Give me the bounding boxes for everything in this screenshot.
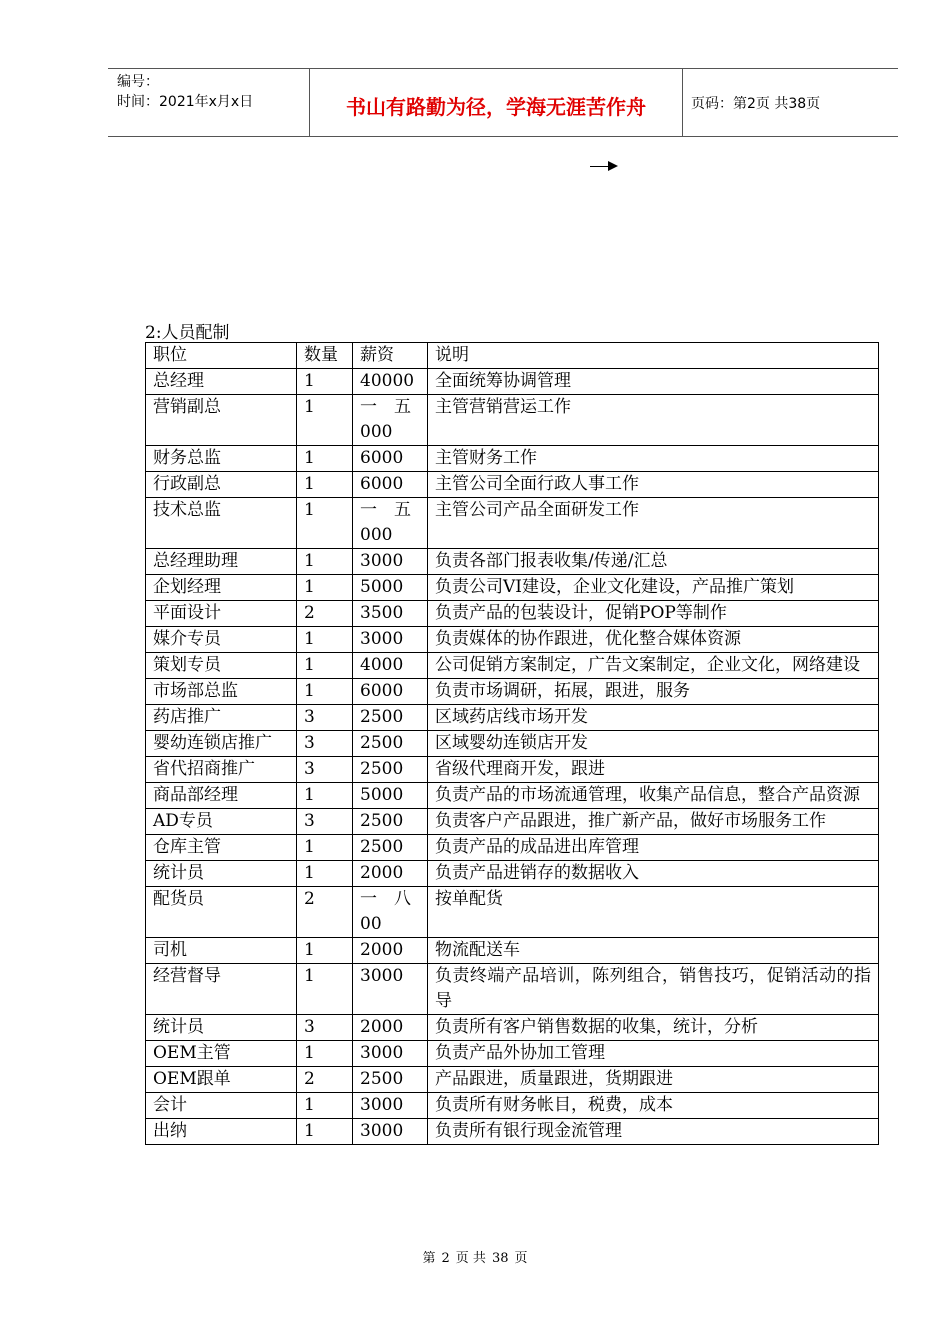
cell-position: 经营督导 <box>146 964 297 1015</box>
cell-count: 1 <box>297 653 353 679</box>
cell-salary: 3000 <box>353 627 428 653</box>
cell-description: 主管财务工作 <box>428 446 879 472</box>
table-row <box>146 446 879 472</box>
table-header-row <box>146 343 879 369</box>
cell-description: 负责公司VI建设，企业文化建设，产品推广策划 <box>428 575 879 601</box>
cell-count: 1 <box>297 783 353 809</box>
table-row <box>146 861 879 887</box>
cell-salary: 6000 <box>353 472 428 498</box>
number-label: 编号： <box>117 74 159 90</box>
cell-count: 1 <box>297 627 353 653</box>
cell-salary: 2500 <box>353 835 428 861</box>
table-row <box>146 887 879 938</box>
cell-description: 主管公司全面行政人事工作 <box>428 472 879 498</box>
header-count: 数量 <box>297 343 353 369</box>
cell-description: 负责产品的成品进出库管理 <box>428 835 879 861</box>
cell-position: OEM主管 <box>146 1041 297 1067</box>
cell-description: 主管营销营运工作 <box>428 395 879 446</box>
cell-position: 策划专员 <box>146 653 297 679</box>
cell-description: 负责媒体的协作跟进，优化整合媒体资源 <box>428 627 879 653</box>
table-row <box>146 783 879 809</box>
cell-salary: 一 八00 <box>353 887 428 938</box>
cell-position: 总经理 <box>146 369 297 395</box>
cell-position: 技术总监 <box>146 498 297 549</box>
cell-position: 媒介专员 <box>146 627 297 653</box>
cell-position: 药店推广 <box>146 705 297 731</box>
table-row <box>146 395 879 446</box>
cell-count: 1 <box>297 964 353 1015</box>
cell-salary: 6000 <box>353 679 428 705</box>
cell-description: 负责所有财务帐目，税费，成本 <box>428 1093 879 1119</box>
header-page-label: 页码：第2页 共38页 <box>691 96 821 112</box>
cell-count: 1 <box>297 1093 353 1119</box>
cell-position: 出纳 <box>146 1119 297 1145</box>
table-row <box>146 498 879 549</box>
cell-count: 1 <box>297 395 353 446</box>
cell-description: 负责终端产品培训，陈列组合，销售技巧，促销活动的指导 <box>428 964 879 1015</box>
cell-position: 婴幼连锁店推广 <box>146 731 297 757</box>
cell-position: 企划经理 <box>146 575 297 601</box>
table-row <box>146 835 879 861</box>
cell-description: 负责产品外协加工管理 <box>428 1041 879 1067</box>
cell-description: 负责产品进销存的数据收入 <box>428 861 879 887</box>
footer-page: 2 <box>441 1251 450 1266</box>
cell-description: 负责客户产品跟进，推广新产品，做好市场服务工作 <box>428 809 879 835</box>
cell-count: 1 <box>297 575 353 601</box>
cell-count: 1 <box>297 1041 353 1067</box>
cell-description: 负责各部门报表收集/传递/汇总 <box>428 549 879 575</box>
cell-description: 负责产品的包装设计，促销POP等制作 <box>428 601 879 627</box>
cell-description: 按单配货 <box>428 887 879 938</box>
table-row <box>146 1015 879 1041</box>
cell-description: 区域药店线市场开发 <box>428 705 879 731</box>
cell-count: 2 <box>297 601 353 627</box>
cell-salary: 3000 <box>353 964 428 1015</box>
cell-position: 省代招商推广 <box>146 757 297 783</box>
cell-position: 总经理助理 <box>146 549 297 575</box>
table-row <box>146 472 879 498</box>
table-row <box>146 964 879 1015</box>
staffing-table <box>145 342 879 1145</box>
cell-description: 全面统筹协调管理 <box>428 369 879 395</box>
table-row <box>146 653 879 679</box>
cell-count: 1 <box>297 835 353 861</box>
table-row <box>146 757 879 783</box>
cell-position: 市场部总监 <box>146 679 297 705</box>
cell-salary: 6000 <box>353 446 428 472</box>
cell-position: 配货员 <box>146 887 297 938</box>
cell-salary: 2500 <box>353 757 428 783</box>
cell-count: 3 <box>297 1015 353 1041</box>
footer-total: 38 <box>491 1251 509 1266</box>
footer-middle: 页 共 <box>455 1251 486 1266</box>
cell-salary: 一 五000 <box>353 395 428 446</box>
time-label: 时间：2021年x月x日 <box>117 94 254 110</box>
cell-position: 行政副总 <box>146 472 297 498</box>
cell-description: 省级代理商开发，跟进 <box>428 757 879 783</box>
table-row <box>146 705 879 731</box>
table-row <box>146 1093 879 1119</box>
cell-count: 1 <box>297 369 353 395</box>
cell-position: 营销副总 <box>146 395 297 446</box>
cell-salary: 一 五000 <box>353 498 428 549</box>
cell-description: 区域婴幼连锁店开发 <box>428 731 879 757</box>
cell-count: 1 <box>297 472 353 498</box>
header-description: 说明 <box>428 343 879 369</box>
cell-count: 3 <box>297 809 353 835</box>
table-row <box>146 1067 879 1093</box>
cell-count: 1 <box>297 446 353 472</box>
cell-position: 统计员 <box>146 1015 297 1041</box>
table-row <box>146 627 879 653</box>
cell-count: 1 <box>297 549 353 575</box>
table-row <box>146 938 879 964</box>
cell-description: 负责产品的市场流通管理，收集产品信息，整合产品资源 <box>428 783 879 809</box>
section-title: 2:人员配制 <box>145 323 230 343</box>
cell-position: 财务总监 <box>146 446 297 472</box>
cell-salary: 2500 <box>353 809 428 835</box>
cell-description: 产品跟进，质量跟进，货期跟进 <box>428 1067 879 1093</box>
cell-salary: 2500 <box>353 705 428 731</box>
cell-count: 3 <box>297 757 353 783</box>
page-footer <box>0 1247 950 1266</box>
cell-count: 2 <box>297 1067 353 1093</box>
cell-count: 3 <box>297 731 353 757</box>
cell-position: AD专员 <box>146 809 297 835</box>
cell-position: 司机 <box>146 938 297 964</box>
cell-position: 会计 <box>146 1093 297 1119</box>
cell-salary: 5000 <box>353 783 428 809</box>
cell-salary: 2500 <box>353 731 428 757</box>
cell-salary: 5000 <box>353 575 428 601</box>
cell-position: 商品部经理 <box>146 783 297 809</box>
cell-count: 3 <box>297 705 353 731</box>
arrow-right-icon <box>590 158 620 176</box>
table-row <box>146 1119 879 1145</box>
cell-count: 1 <box>297 498 353 549</box>
cell-salary: 2500 <box>353 1067 428 1093</box>
cell-salary: 40000 <box>353 369 428 395</box>
table-row <box>146 731 879 757</box>
cell-count: 1 <box>297 861 353 887</box>
table-row <box>146 679 879 705</box>
cell-description: 物流配送车 <box>428 938 879 964</box>
table-row <box>146 809 879 835</box>
cell-position: 仓库主管 <box>146 835 297 861</box>
cell-position: 平面设计 <box>146 601 297 627</box>
cell-salary: 3000 <box>353 1093 428 1119</box>
cell-description: 主管公司产品全面研发工作 <box>428 498 879 549</box>
cell-salary: 3000 <box>353 1041 428 1067</box>
cell-position: OEM跟单 <box>146 1067 297 1093</box>
footer-suffix: 页 <box>514 1251 528 1266</box>
table-row <box>146 575 879 601</box>
header-meta <box>117 72 253 112</box>
cell-salary: 2000 <box>353 1015 428 1041</box>
header-salary: 薪资 <box>353 343 428 369</box>
cell-salary: 2000 <box>353 938 428 964</box>
cell-salary: 3500 <box>353 601 428 627</box>
cell-count: 1 <box>297 1119 353 1145</box>
cell-salary: 4000 <box>353 653 428 679</box>
table-row <box>146 1041 879 1067</box>
header-bottom-rule <box>108 136 898 137</box>
cell-position: 统计员 <box>146 861 297 887</box>
cell-count: 1 <box>297 679 353 705</box>
table-row <box>146 601 879 627</box>
header-position: 职位 <box>146 343 297 369</box>
cell-count: 1 <box>297 938 353 964</box>
cell-description: 公司促销方案制定，广告文案制定，企业文化，网络建设 <box>428 653 879 679</box>
header-top-rule <box>108 68 898 69</box>
cell-description: 负责所有客户销售数据的收集，统计，分析 <box>428 1015 879 1041</box>
cell-count: 2 <box>297 887 353 938</box>
cell-description: 负责市场调研，拓展，跟进，服务 <box>428 679 879 705</box>
cell-salary: 3000 <box>353 549 428 575</box>
cell-salary: 2000 <box>353 861 428 887</box>
table-row <box>146 369 879 395</box>
cell-description: 负责所有银行现金流管理 <box>428 1119 879 1145</box>
header-divider-right <box>682 68 683 136</box>
cell-salary: 3000 <box>353 1119 428 1145</box>
footer-prefix: 第 <box>422 1251 436 1266</box>
table-row <box>146 549 879 575</box>
header-motto: 书山有路勤为径，学海无涯苦作舟 <box>346 95 646 119</box>
